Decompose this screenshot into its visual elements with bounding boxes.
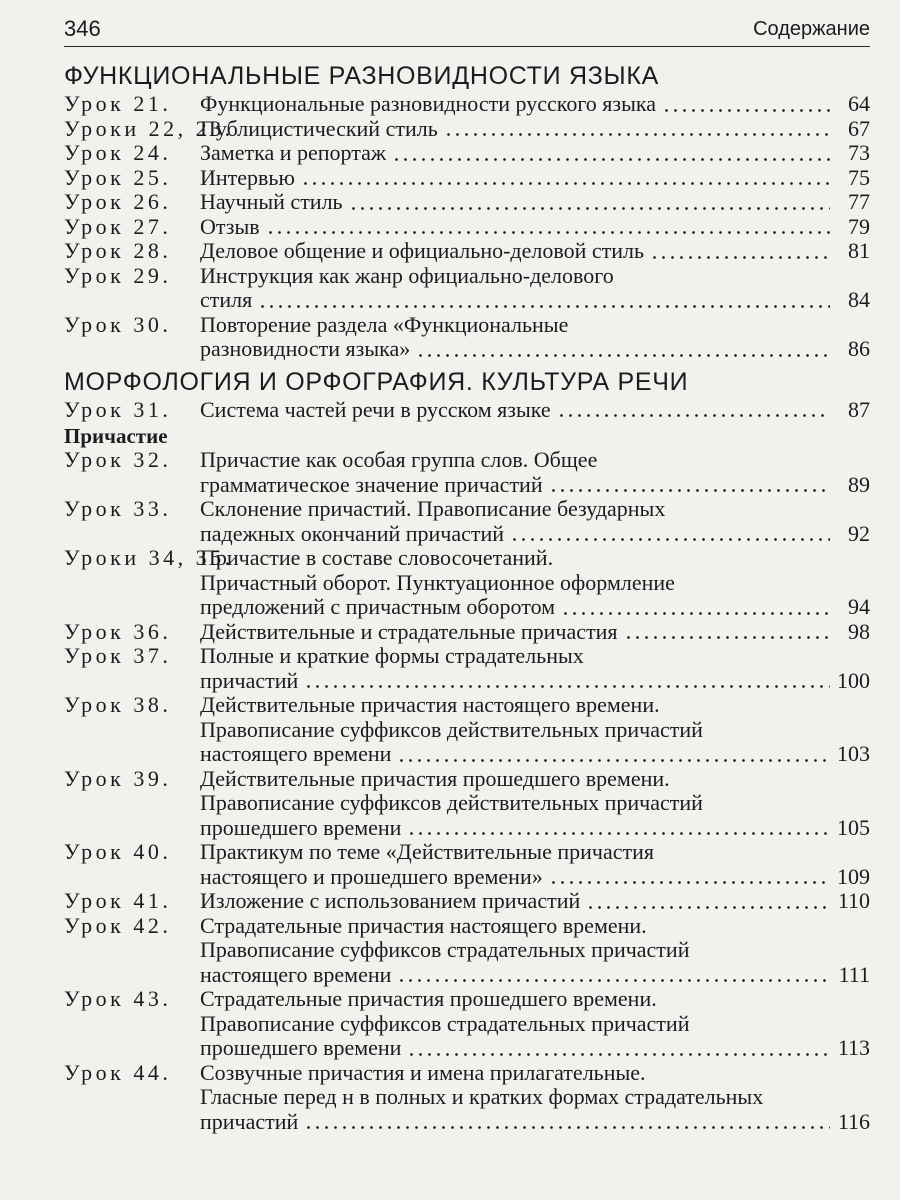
lesson-title: Причастный оборот. Пунктуационное оформление bbox=[200, 569, 675, 595]
lesson-label: Урок 33. bbox=[64, 496, 172, 521]
page-ref: 86 bbox=[848, 336, 870, 361]
toc-entry-line bbox=[64, 914, 870, 939]
lesson-title: Правописание суффиксов страдательных причастий bbox=[200, 1010, 690, 1036]
dot-leader bbox=[650, 255, 830, 260]
dot-leader bbox=[304, 684, 830, 689]
lesson-label: Урок 44. bbox=[64, 1059, 172, 1085]
lesson-title: Функциональные разновидности русского языка bbox=[200, 91, 657, 116]
lesson-label: Урок 28. bbox=[64, 238, 172, 263]
page-header bbox=[64, 14, 870, 47]
page-ref: 87 bbox=[848, 396, 870, 422]
toc-entry-line bbox=[64, 595, 870, 620]
toc-entry-line bbox=[64, 546, 870, 571]
toc-entry-line bbox=[64, 718, 870, 743]
dot-leader bbox=[549, 880, 830, 885]
lesson-label: Урок 21. bbox=[64, 91, 172, 116]
subsection-heading: Причастие bbox=[64, 424, 168, 448]
lesson-title: грамматическое значение причастий bbox=[200, 471, 543, 497]
toc-entry-line bbox=[64, 92, 870, 117]
dot-leader bbox=[304, 1125, 830, 1130]
lesson-title: Система частей речи в русском языке bbox=[200, 396, 551, 422]
toc-entry bbox=[64, 166, 870, 191]
lesson-label: Урок 37. bbox=[64, 643, 172, 668]
lesson-label: Урок 29. bbox=[64, 262, 172, 288]
lesson-title: Полные и краткие формы страдательных bbox=[200, 643, 584, 668]
toc-entry-line bbox=[64, 669, 870, 694]
dot-leader bbox=[349, 206, 830, 211]
toc-entry-line bbox=[64, 215, 870, 240]
lesson-label: Урок 25. bbox=[64, 164, 172, 190]
page-ref: 89 bbox=[848, 471, 870, 497]
toc-entry-line bbox=[64, 313, 870, 338]
page-ref: 110 bbox=[837, 888, 870, 913]
lesson-label: Уроки 22, 23. bbox=[64, 115, 234, 141]
toc-entry-line bbox=[64, 791, 870, 816]
lesson-title: Заметка и репортаж bbox=[200, 140, 387, 165]
page-ref: 98 bbox=[848, 618, 870, 644]
dot-leader bbox=[586, 905, 830, 910]
lesson-label: Урок 40. bbox=[64, 839, 172, 864]
toc-entry-line bbox=[64, 816, 870, 841]
lesson-title: Страдательные причастия прошедшего времени. bbox=[200, 986, 657, 1011]
toc-entry-line bbox=[64, 840, 870, 865]
toc-entry bbox=[64, 1061, 870, 1135]
lesson-title: Гласные перед н в полных и кратких формах страдательных bbox=[200, 1084, 764, 1109]
page-ref: 113 bbox=[837, 1035, 870, 1060]
toc-entry-line bbox=[64, 141, 870, 166]
page-number: 346 bbox=[64, 16, 101, 41]
lesson-title: Деловое общение и официально-деловой стиль bbox=[200, 238, 645, 263]
toc-entry-line bbox=[64, 1036, 870, 1061]
toc-entry-line bbox=[64, 264, 870, 289]
toc-entry-line bbox=[64, 693, 870, 718]
toc-entry-line bbox=[64, 398, 870, 423]
lesson-title: падежных окончаний причастий bbox=[200, 520, 505, 546]
lesson-label: Урок 30. bbox=[64, 311, 172, 337]
dot-leader bbox=[266, 230, 830, 235]
dot-leader bbox=[397, 978, 830, 983]
dot-leader bbox=[392, 157, 830, 162]
page-ref: 103 bbox=[837, 741, 870, 766]
toc-entry-line bbox=[64, 620, 870, 645]
toc-entry bbox=[64, 448, 870, 497]
toc-entry bbox=[64, 620, 870, 645]
dot-leader bbox=[416, 353, 830, 358]
page-ref: 77 bbox=[848, 189, 870, 214]
page-ref: 109 bbox=[837, 863, 870, 889]
dot-leader bbox=[407, 831, 830, 836]
toc-entry bbox=[64, 141, 870, 166]
lesson-label: Урок 38. bbox=[64, 692, 172, 717]
toc-entry-line bbox=[64, 117, 870, 142]
toc-entry bbox=[64, 644, 870, 693]
toc-entry bbox=[64, 215, 870, 240]
lesson-title: Действительные и страдательные причастия bbox=[200, 618, 618, 644]
page-ref: 64 bbox=[848, 91, 870, 116]
dot-leader bbox=[561, 611, 830, 616]
page-ref: 81 bbox=[848, 238, 870, 263]
page-ref: 73 bbox=[848, 140, 870, 165]
lesson-title: Инструкция как жанр официально-делового bbox=[200, 262, 614, 288]
lesson-label: Урок 36. bbox=[64, 618, 172, 644]
toc-entry-line bbox=[64, 865, 870, 890]
lesson-title: настоящего времени bbox=[200, 961, 392, 987]
lesson-title: Отзыв bbox=[200, 213, 260, 239]
toc-entry bbox=[64, 117, 870, 142]
dot-leader bbox=[624, 635, 831, 640]
lesson-title: Интервью bbox=[200, 164, 295, 190]
toc-entry-line bbox=[64, 1061, 870, 1086]
toc-entry-line bbox=[64, 190, 870, 215]
toc-entry bbox=[64, 889, 870, 914]
toc-entry bbox=[64, 313, 870, 362]
lesson-title: разновидности языка» bbox=[200, 336, 411, 361]
lesson-title: причастий bbox=[200, 667, 299, 693]
toc-entry bbox=[64, 92, 870, 117]
toc-entry-line bbox=[64, 963, 870, 988]
lesson-label: Урок 39. bbox=[64, 765, 172, 791]
lesson-title: прошедшего времени bbox=[200, 814, 402, 840]
page-ref: 105 bbox=[837, 814, 870, 840]
lesson-label: Урок 41. bbox=[64, 888, 172, 913]
toc-entry bbox=[64, 398, 870, 423]
page-ref: 79 bbox=[848, 213, 870, 239]
toc-entry bbox=[64, 767, 870, 841]
dot-leader bbox=[397, 758, 830, 763]
toc-entry bbox=[64, 693, 870, 767]
page-ref: 100 bbox=[837, 667, 870, 693]
toc-entry-line bbox=[64, 938, 870, 963]
lesson-label: Урок 43. bbox=[64, 986, 172, 1011]
page-ref: 116 bbox=[837, 1108, 870, 1134]
toc-entry bbox=[64, 497, 870, 546]
toc-entry bbox=[64, 190, 870, 215]
toc-entry-line bbox=[64, 337, 870, 362]
page-ref: 67 bbox=[848, 115, 870, 141]
dot-leader bbox=[557, 413, 830, 418]
dot-leader bbox=[444, 132, 830, 137]
lesson-title: Действительные причастия настоящего времени. bbox=[200, 692, 660, 717]
toc-entry bbox=[64, 840, 870, 889]
toc-entry-line bbox=[64, 522, 870, 547]
lesson-title: Изложение с использованием причастий bbox=[200, 888, 581, 913]
lesson-title: Правописание суффиксов действительных причастий bbox=[200, 790, 703, 815]
lesson-label: Уроки 34, 35. bbox=[64, 545, 234, 570]
lesson-title: Действительные причастия прошедшего времени. bbox=[200, 765, 670, 791]
lesson-label: Урок 31. bbox=[64, 396, 172, 422]
page-ref: 111 bbox=[838, 961, 870, 987]
toc-entry-line bbox=[64, 288, 870, 313]
dot-leader bbox=[407, 1052, 830, 1057]
toc-entry bbox=[64, 239, 870, 264]
toc-entry-line bbox=[64, 571, 870, 596]
lesson-label: Урок 42. bbox=[64, 912, 172, 938]
toc-entry-line bbox=[64, 1110, 870, 1135]
toc-entry-line bbox=[64, 987, 870, 1012]
lesson-title: Созвучные причастия и имена прилагательные. bbox=[200, 1059, 646, 1085]
toc-entry-line bbox=[64, 767, 870, 792]
lesson-title: настоящего времени bbox=[200, 741, 392, 766]
running-title: Содержание bbox=[753, 18, 870, 40]
toc-entry-line bbox=[64, 742, 870, 767]
lesson-title: Причастие как особая группа слов. Общее bbox=[200, 447, 598, 472]
lesson-title: Практикум по теме «Действительные причастия bbox=[200, 839, 654, 864]
page-ref: 94 bbox=[848, 594, 870, 619]
page-ref: 84 bbox=[848, 287, 870, 312]
toc-entry-line bbox=[64, 889, 870, 914]
dot-leader bbox=[510, 537, 830, 542]
toc-entry-line bbox=[64, 166, 870, 191]
lesson-title: Причастие в составе словосочетаний. bbox=[200, 545, 554, 570]
lesson-title: Склонение причастий. Правописание безударных bbox=[200, 496, 666, 521]
lesson-title: Правописание суффиксов страдательных причастий bbox=[200, 937, 690, 962]
table-of-contents bbox=[64, 60, 870, 1134]
toc-entry-line bbox=[64, 473, 870, 498]
section-heading: МОРФОЛОГИЯ И ОРФОГРАФИЯ. КУЛЬТУРА РЕЧИ bbox=[64, 367, 689, 396]
section-heading: ФУНКЦИОНАЛЬНЫЕ РАЗНОВИДНОСТИ ЯЗЫКА bbox=[64, 62, 659, 90]
toc-entry-line bbox=[64, 239, 870, 264]
toc-entry bbox=[64, 914, 870, 988]
lesson-label: Урок 27. bbox=[64, 213, 172, 239]
lesson-title: Научный стиль bbox=[200, 189, 343, 214]
lesson-title: прошедшего времени bbox=[200, 1035, 402, 1060]
dot-leader bbox=[549, 488, 830, 493]
toc-entry-line bbox=[64, 448, 870, 473]
toc-entry-line bbox=[64, 644, 870, 669]
lesson-label: Урок 32. bbox=[64, 447, 172, 472]
lesson-title: стиля bbox=[200, 287, 253, 312]
toc-entry bbox=[64, 546, 870, 620]
lesson-title: Повторение раздела «Функциональные bbox=[200, 311, 569, 337]
lesson-title: Правописание суффиксов действительных причастий bbox=[200, 716, 703, 742]
toc-entry-line bbox=[64, 497, 870, 522]
toc-entry-line bbox=[64, 1012, 870, 1037]
lesson-title: Страдательные причастия настоящего времени. bbox=[200, 912, 647, 938]
dot-leader bbox=[301, 181, 830, 186]
dot-leader bbox=[258, 304, 830, 309]
lesson-label: Урок 26. bbox=[64, 189, 172, 214]
lesson-title: предложений с причастным оборотом bbox=[200, 594, 556, 619]
page-ref: 92 bbox=[848, 520, 870, 546]
toc-entry bbox=[64, 987, 870, 1061]
lesson-title: Публицистический стиль bbox=[200, 115, 438, 141]
dot-leader bbox=[662, 108, 830, 113]
lesson-title: настоящего и прошедшего времени» bbox=[200, 863, 543, 889]
lesson-label: Урок 24. bbox=[64, 140, 172, 165]
page-ref: 75 bbox=[848, 164, 870, 190]
lesson-title: причастий bbox=[200, 1108, 299, 1134]
toc-entry bbox=[64, 264, 870, 313]
toc-entry-line bbox=[64, 1085, 870, 1110]
